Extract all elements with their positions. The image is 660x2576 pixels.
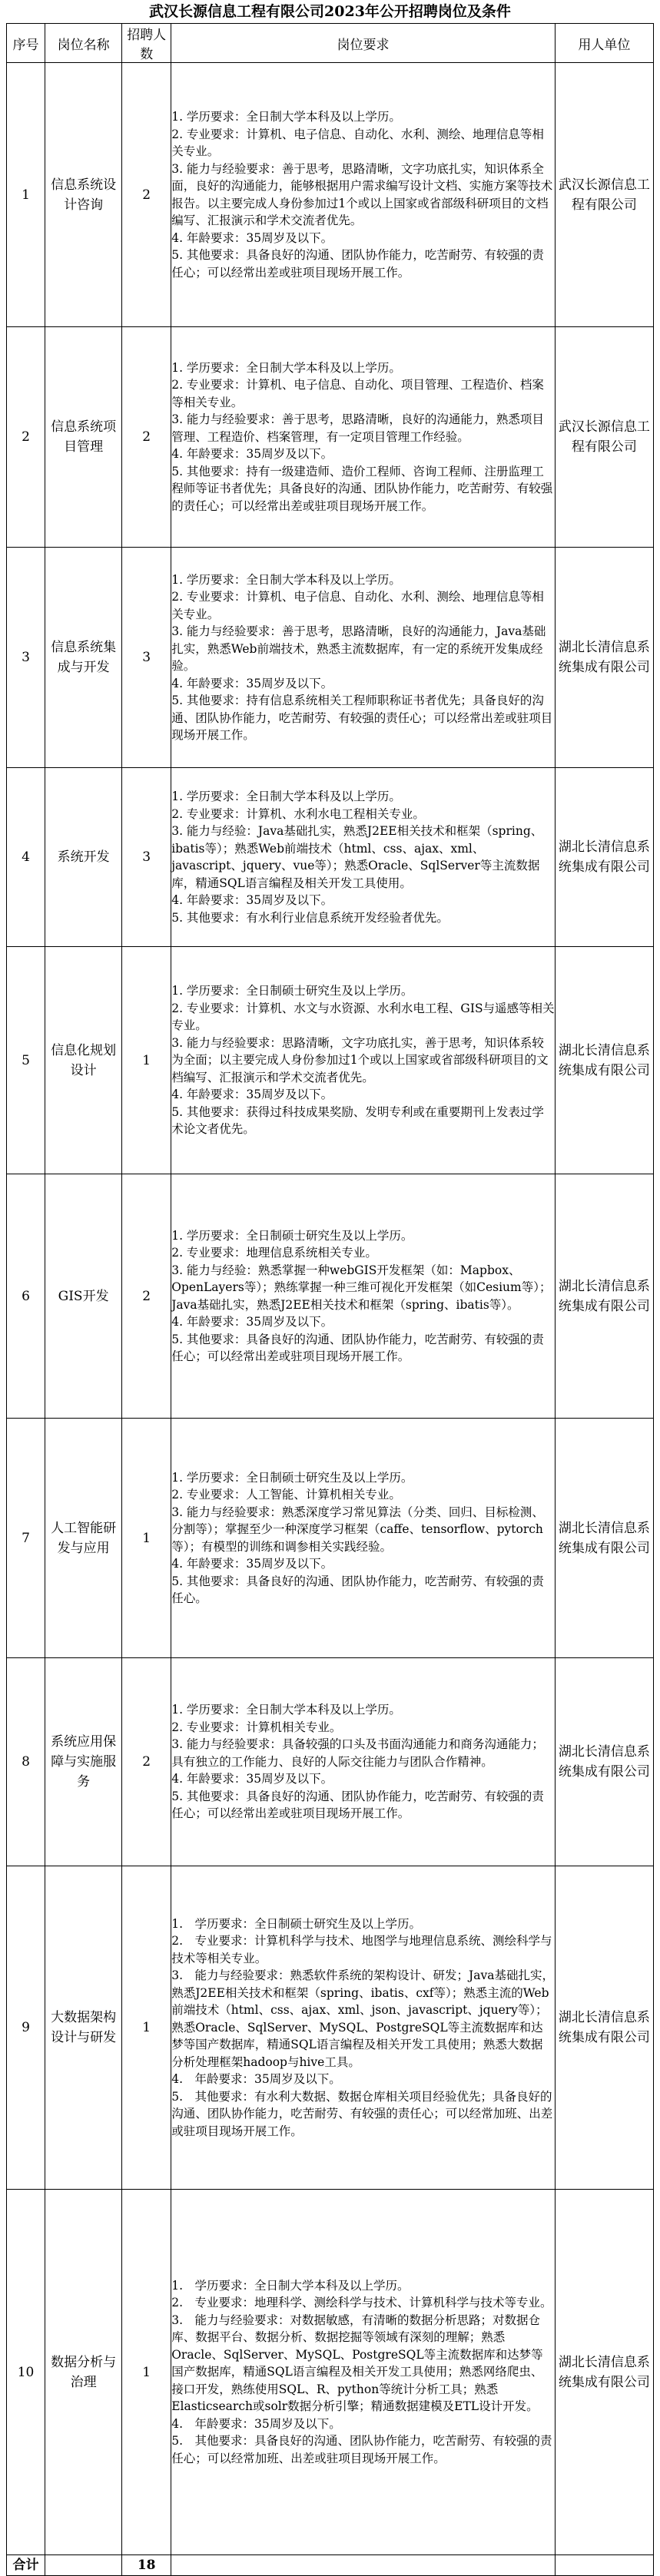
requirement-line: 4. 年龄要求：35周岁及以下。 (171, 447, 333, 462)
hiring-unit: 湖北长清信息系统集成有限公司 (555, 1658, 653, 1866)
hiring-unit: 武汉长源信息工程有限公司 (555, 63, 653, 327)
table-row (7, 327, 654, 548)
total-empty-req (171, 2555, 556, 2576)
requirement-line: 2. 专业要求：人工智能、计算机相关专业。 (171, 1488, 401, 1502)
row-no: 5 (7, 947, 45, 1174)
requirement-line: 5. 其他要求：具备良好的沟通、团队协作能力，吃苦耐劳、有较强的责任心；可以经常出差或驻项目现场开展工作。 (171, 248, 544, 280)
recruitment-table (6, 23, 654, 2576)
requirement-line: 5. 其他要求：有水利行业信息系统开发经验者优先。 (171, 910, 449, 925)
total-count: 18 (122, 2555, 171, 2576)
position-name: 大数据架构设计与研发 (45, 1866, 122, 2190)
header-requirements: 岗位要求 (171, 24, 556, 63)
requirements-cell (171, 2190, 556, 2555)
requirement-line: 3. 能力与经验：熟悉掌握一种webGIS开发框架（如：Mapbox、OpenLayers等）；熟练掌握一种三维可视化开发框架（如Cesium等）；Java基础扎实，熟悉J2EE相关技术和框架（spring、ibatis等）。 (171, 1263, 552, 1312)
requirement-line: 3. 能力与经验要求：善于思考，思路清晰，文字功底扎实，知识体系全面，良好的沟通能力，能够根据用户需求编写设计文档、实施方案等技术报告。以主要完成人身份参加过1个或以上国家或省部级科研项目的文档编写、汇报演示和学术交流者优先。 (171, 161, 553, 227)
position-name: 系统应用保障与实施服务 (45, 1658, 122, 1866)
table-row (7, 2190, 654, 2555)
hiring-unit: 湖北长清信息系统集成有限公司 (555, 1174, 653, 1419)
hiring-unit: 湖北长清信息系统集成有限公司 (555, 2190, 653, 2555)
requirement-line: 3. 能力与经验要求：思路清晰，文字功底扎实，善于思考，知识体系较为全面；以主要完成人身份参加过1个或以上国家或省部级科研项目的文档编写、汇报演示和学术交流者优先。 (171, 1035, 549, 1084)
headcount: 1 (122, 2190, 171, 2555)
position-name: 信息系统集成与开发 (45, 548, 122, 768)
requirement-line: 1. 学历要求：全日制硕士研究生及以上学历。 (171, 1228, 413, 1243)
headcount: 1 (122, 1866, 171, 2190)
requirement-line: 2. 专业要求：计算机、水利水电工程相关专业。 (171, 806, 425, 821)
position-name: 信息系统项目管理 (45, 327, 122, 548)
header-row (7, 24, 654, 63)
requirement-line: 4. 年龄要求：35周岁及以下。 (171, 2416, 341, 2431)
row-no: 10 (7, 2190, 45, 2555)
table-row (7, 1419, 654, 1658)
requirements-cell (171, 768, 556, 947)
position-name: 信息化规划设计 (45, 947, 122, 1174)
requirement-line: 1. 学历要求：全日制大学本科及以上学历。 (171, 572, 401, 587)
requirement-line: 5. 其他要求：获得过科技成果奖励、发明专利或在重要期刊上发表过学术论文者优先。 (171, 1104, 544, 1137)
position-name: 系统开发 (45, 768, 122, 947)
requirement-line: 5. 其他要求：有水利大数据、数据仓库相关项目经验优先；具备良好的沟通、团队协作能力，吃苦耐劳、有较强的责任心；可以经常加班、出差或驻项目现场开展工作。 (171, 2089, 553, 2138)
position-name: 数据分析与治理 (45, 2190, 122, 2555)
requirements-cell (171, 1658, 556, 1866)
requirement-line: 2. 专业要求：计算机、电子信息、自动化、水利、测绘、地理信息等相关专业。 (171, 590, 544, 621)
requirement-line: 1. 学历要求：全日制大学本科及以上学历。 (171, 1703, 401, 1717)
requirement-line: 4. 年龄要求：35周岁及以下。 (171, 230, 333, 245)
requirement-line: 2. 专业要求：计算机、电子信息、自动化、项目管理、工程造价、档案等相关专业。 (171, 378, 544, 409)
row-no: 3 (7, 548, 45, 768)
headcount: 2 (122, 1658, 171, 1866)
headcount: 3 (122, 548, 171, 768)
requirement-line: 4. 年龄要求：35周岁及以下。 (171, 893, 333, 907)
position-name: 人工智能研发与应用 (45, 1419, 122, 1658)
requirement-line: 5. 其他要求：具备良好的沟通、团队协作能力，吃苦耐劳、有较强的责任心；可以经常加班、出差或驻项目现场开展工作。 (171, 2434, 552, 2465)
requirement-line: 5. 其他要求：持有一级建造师、造价工程师、咨询工程师、注册监理工程师等证书者优先；具备良好的沟通、团队协作能力，吃苦耐劳、有较强的责任心；可以经常出差或驻项目现场开展工作。 (171, 464, 553, 513)
requirement-line: 2. 专业要求：计算机科学与技术、地图学与地理信息系统、测绘科学与技术等相关专业。 (171, 1934, 552, 1965)
hiring-unit: 武汉长源信息工程有限公司 (555, 327, 653, 548)
hiring-unit: 湖北长清信息系统集成有限公司 (555, 768, 653, 947)
table-row (7, 1866, 654, 2190)
header-unit: 用人单位 (555, 24, 653, 63)
requirement-line: 5. 其他要求：具备良好的沟通、团队协作能力，吃苦耐劳、有较强的责任心；可以经常出差或驻项目现场开展工作。 (171, 1332, 544, 1363)
requirement-line: 4. 年龄要求：35周岁及以下。 (171, 1772, 333, 1786)
requirement-line: 5. 其他要求：具备良好的沟通、团队协作能力，吃苦耐劳、有较强的责任心；可以经常出差或驻项目现场开展工作。 (171, 1789, 544, 1821)
requirements-cell (171, 327, 556, 548)
table-row (7, 548, 654, 768)
requirement-line: 4. 年龄要求：35周岁及以下。 (171, 1088, 333, 1102)
requirement-line: 3. 能力与经验要求：善于思考，思路清晰，良好的沟通能力，Java基础扎实，熟悉Web前端技术，熟悉主流数据库，有一定的系统开发集成经验。 (171, 624, 546, 673)
requirements-cell (171, 63, 556, 327)
requirement-line: 1. 学历要求：全日制大学本科及以上学历。 (171, 360, 401, 375)
requirement-line: 1. 学历要求：全日制大学本科及以上学历。 (171, 110, 401, 124)
table-row (7, 1658, 654, 1866)
position-name: GIS开发 (45, 1174, 122, 1419)
requirement-line: 4. 年龄要求：35周岁及以下。 (171, 676, 333, 690)
requirement-line: 1. 学历要求：全日制硕士研究生及以上学历。 (171, 1916, 422, 1931)
row-no: 2 (7, 327, 45, 548)
total-empty-unit (555, 2555, 653, 2576)
requirement-line: 5. 其他要求：持有信息系统相关工程师职称证书者优先；具备良好的沟通、团队协作能力，吃苦耐劳、有较强的责任心；可以经常出差或驻项目现场开展工作。 (171, 694, 553, 742)
requirement-line: 2. 专业要求：计算机、水文与水资源、水利水电工程、GIS与遥感等相关专业。 (171, 1001, 555, 1033)
requirement-line: 4. 年龄要求：35周岁及以下。 (171, 1315, 333, 1329)
requirement-line: 4. 年龄要求：35周岁及以下。 (171, 2072, 341, 2087)
headcount: 2 (122, 1174, 171, 1419)
requirement-line: 1. 学历要求：全日制大学本科及以上学历。 (171, 790, 401, 803)
header-name: 岗位名称 (45, 24, 122, 63)
requirement-line: 4. 年龄要求：35周岁及以下。 (171, 1557, 333, 1571)
row-no: 8 (7, 1658, 45, 1866)
requirement-line: 3. 能力与经验要求：对数据敏感，有清晰的数据分析思路；对数据仓库、数据平台、数据分析、数据挖掘等领域有深刻的理解；熟悉Oracle、SqlServer、MySQL、PostgreSQL等主流数据库和达梦等国产数据库，精通SQL语言编程及相关开发工具使用；熟悉网络爬虫、接口开发，熟练使用SQL、R、python等统计分析工具；熟悉Elasticsearch或solr数据分析引擎；精通数据建模及ETL设计开发。 (171, 2313, 543, 2414)
requirements-cell (171, 548, 556, 768)
headcount: 1 (122, 947, 171, 1174)
requirement-line: 5. 其他要求：具备良好的沟通、团队协作能力，吃苦耐劳、有较强的责任心。 (171, 1574, 544, 1605)
headcount: 3 (122, 768, 171, 947)
requirement-line: 2. 专业要求：地理科学、测绘科学与技术、计算机科学与技术等专业。 (171, 2296, 552, 2310)
row-no: 4 (7, 768, 45, 947)
requirements-cell (171, 1174, 556, 1419)
total-label: 合计 (7, 2555, 45, 2576)
row-no: 9 (7, 1866, 45, 2190)
requirement-line: 3. 能力与经验要求：熟悉软件系统的架构设计、研发；Java基础扎实，熟悉J2EE相关技术和框架（spring、ibatis、cxf等）；熟悉主流的Web前端技术（html、css、ajax、xml、json、javascript、jquery等）；熟悉Oracle、SqlServer、MySQL、PostgreSQL等主流数据库和达梦等国产数据库，精通SQL语言编程及相关开发工具使用；熟悉大数据分析处理框架hadoop与hive工具。 (171, 1968, 554, 2069)
requirements-cell (171, 1419, 556, 1658)
header-no: 序号 (7, 24, 45, 63)
hiring-unit: 湖北长清信息系统集成有限公司 (555, 1866, 653, 2190)
requirements-cell (171, 947, 556, 1174)
position-name: 信息系统设计咨询 (45, 63, 122, 327)
page-title: 武汉长源信息工程有限公司2023年公开招聘岗位及条件 (149, 3, 511, 20)
requirement-line: 1. 学历要求：全日制硕士研究生及以上学历。 (171, 1470, 413, 1485)
requirement-line: 3. 能力与经验要求：熟悉深度学习常见算法（分类、回归、目标检测、分割等）；掌握至少一种深度学习框架（caffe、tensorflow、pytorch等）；有模型的训练和调参相关实践经验。 (171, 1505, 544, 1554)
row-no: 7 (7, 1419, 45, 1658)
requirements-cell (171, 1866, 556, 2190)
requirement-line: 3. 能力与经验：Java基础扎实，熟悉J2EE相关技术和框架（spring、ibatis等）；熟悉Web前端技术（html、css、ajax、xml、javascript、jquery、vue等）；熟悉Oracle、SqlServer等主流数据库，精通SQL语言编程及相关开发工具使用。 (171, 824, 543, 890)
table-row (7, 947, 654, 1174)
row-no: 1 (7, 63, 45, 327)
table-row (7, 768, 654, 947)
requirement-line: 3. 能力与经验要求：善于思考，思路清晰，良好的沟通能力，熟悉项目管理、工程造价、档案管理，有一定项目管理工作经验。 (171, 412, 544, 444)
total-empty-name (45, 2555, 122, 2576)
row-no: 6 (7, 1174, 45, 1419)
requirement-line: 2. 专业要求：地理信息系统相关专业。 (171, 1246, 377, 1260)
requirement-line: 1. 学历要求：全日制硕士研究生及以上学历。 (171, 984, 413, 998)
table-row (7, 1174, 654, 1419)
table-row (7, 63, 654, 327)
headcount: 2 (122, 63, 171, 327)
requirement-line: 2. 专业要求：计算机、电子信息、自动化、水利、测绘、地理信息等相关专业。 (171, 127, 544, 158)
headcount: 1 (122, 1419, 171, 1658)
header-count: 招聘人数 (122, 24, 171, 63)
total-row (7, 2555, 654, 2576)
requirement-line: 1. 学历要求：全日制大学本科及以上学历。 (171, 2278, 410, 2293)
hiring-unit: 湖北长清信息系统集成有限公司 (555, 947, 653, 1174)
headcount: 2 (122, 327, 171, 548)
requirement-line: 2. 专业要求：计算机相关专业。 (171, 1720, 342, 1734)
hiring-unit: 湖北长清信息系统集成有限公司 (555, 1419, 653, 1658)
requirement-line: 3. 能力与经验要求：具备较强的口头及书面沟通能力和商务沟通能力；具有独立的工作能力、良好的人际交往能力与团队合作精神。 (171, 1737, 544, 1769)
hiring-unit: 湖北长清信息系统集成有限公司 (555, 548, 653, 768)
